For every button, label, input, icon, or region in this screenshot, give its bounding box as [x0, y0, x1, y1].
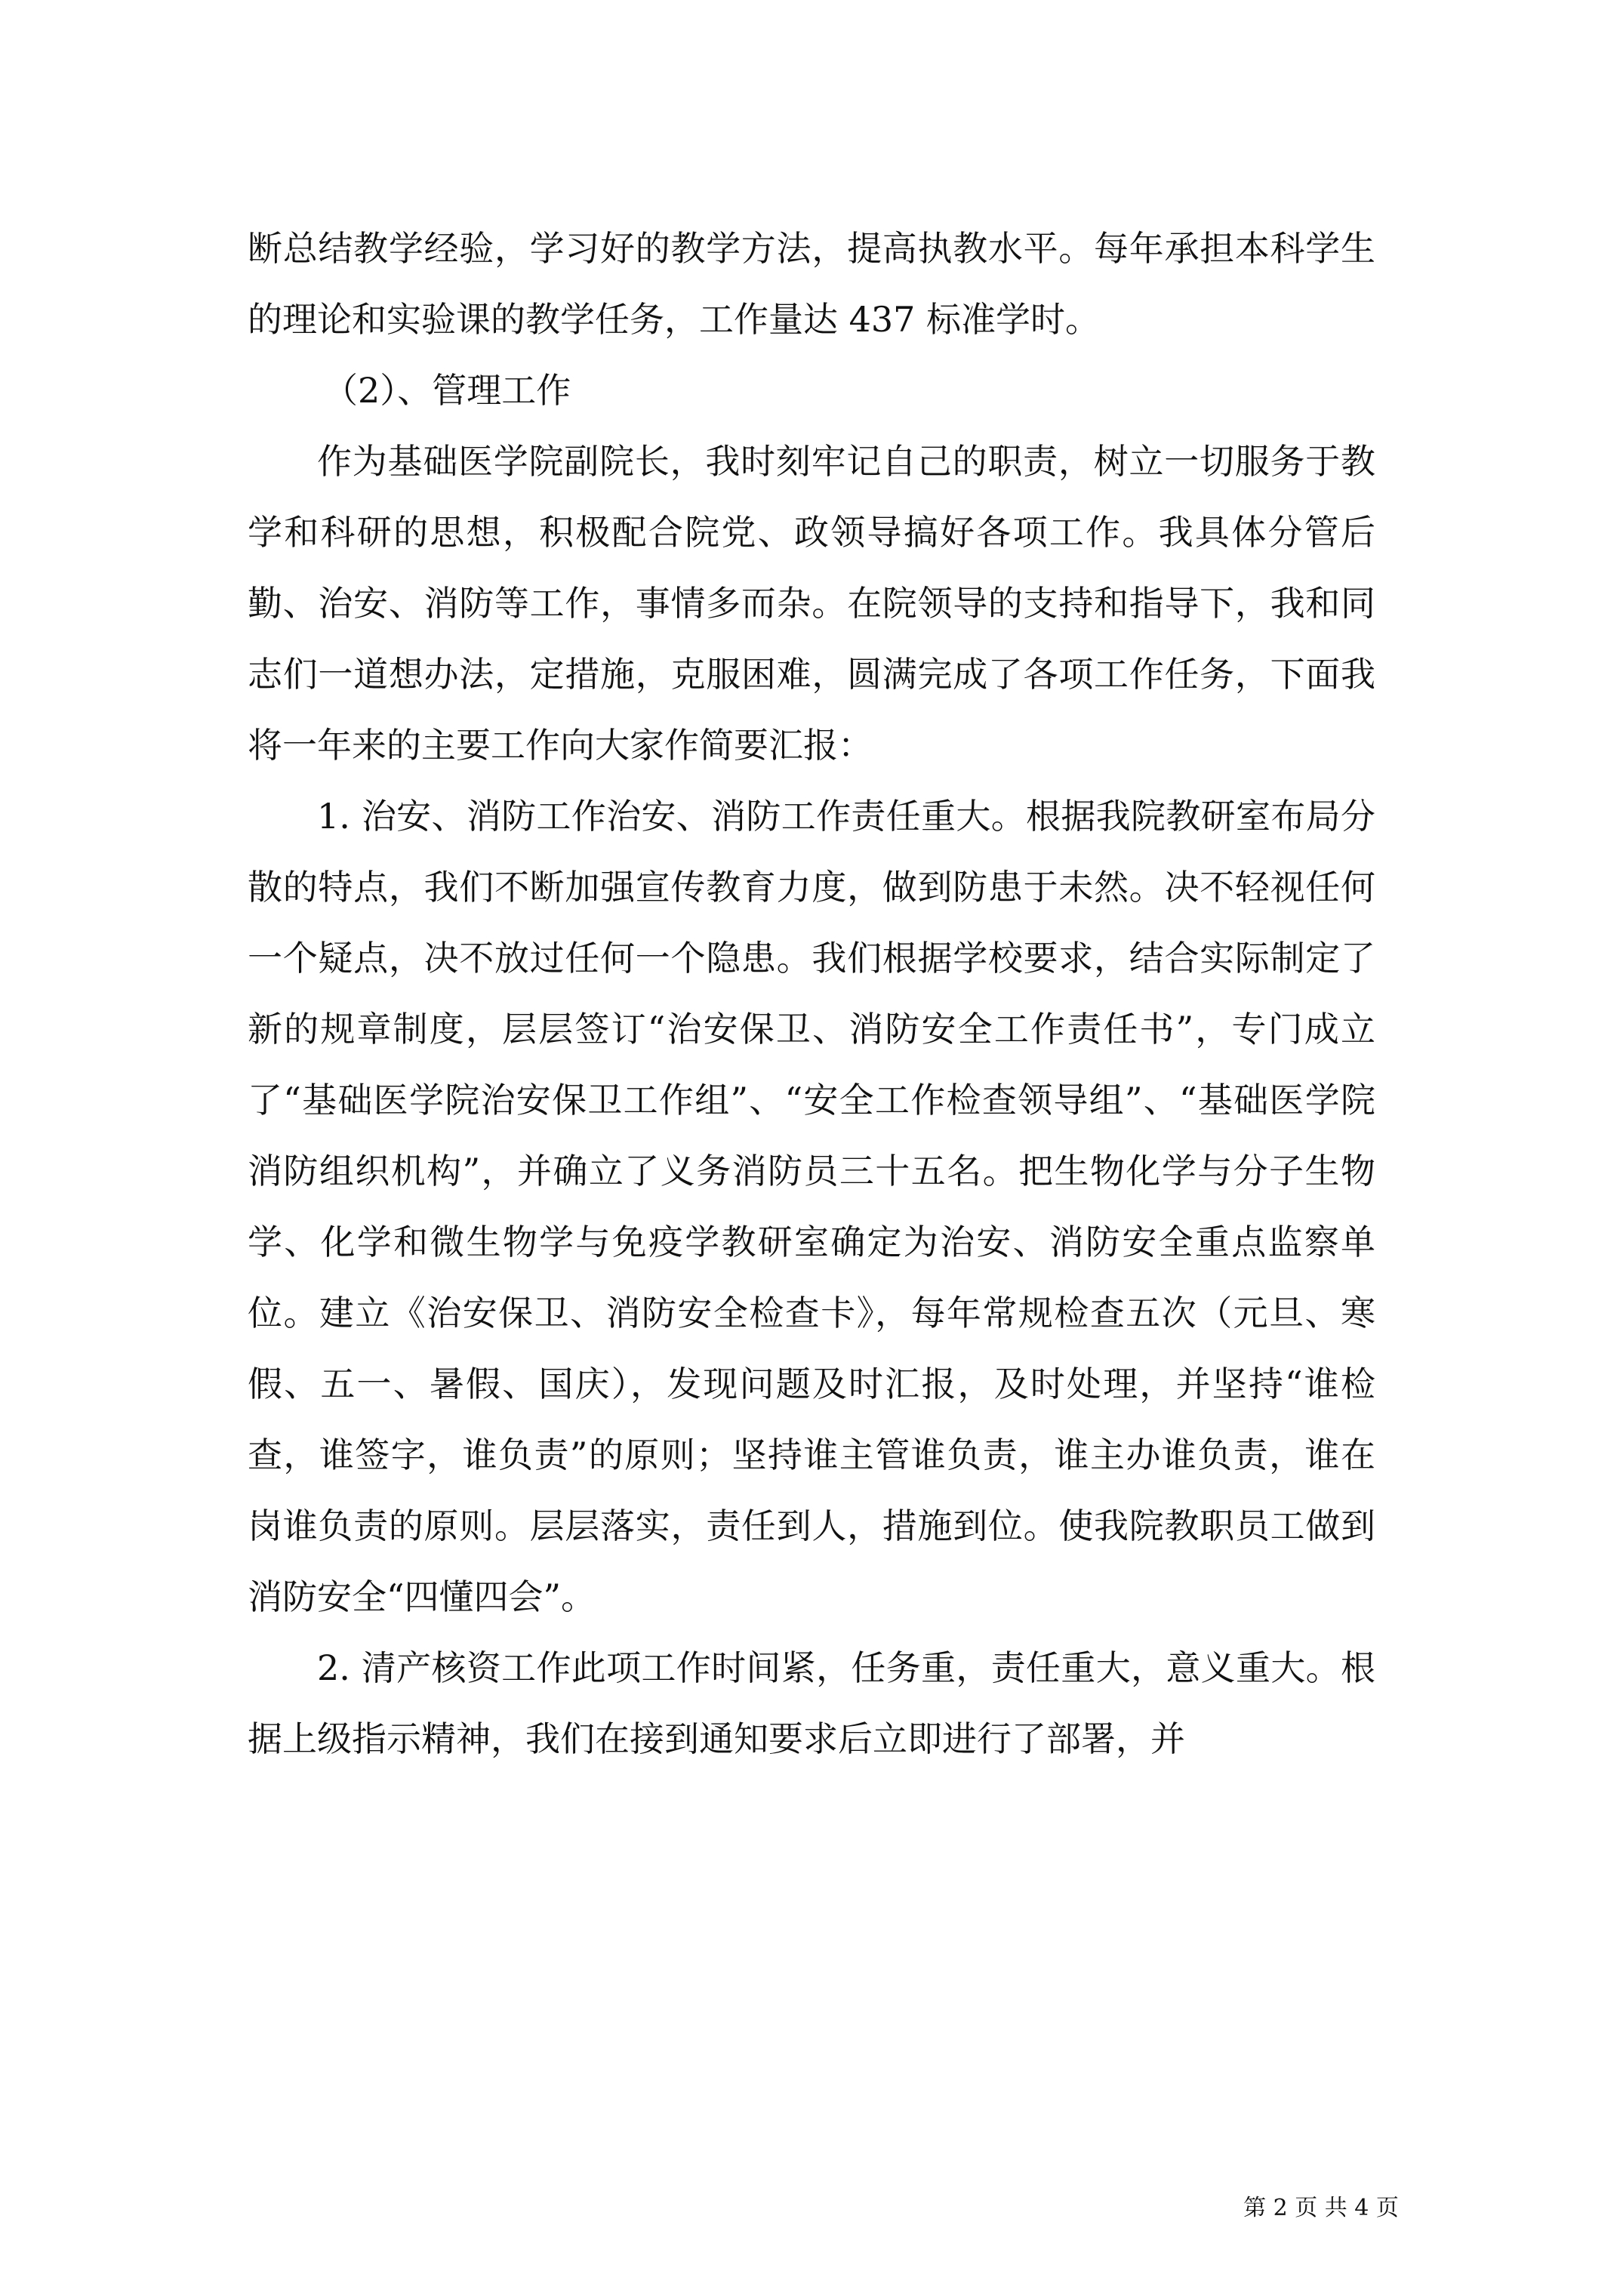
- paragraph-continuation: 断总结教学经验，学习好的教学方法，提高执教水平。每年承担本科学生的理论和实验课的教学任务，工作量达 437 标准学时。: [248, 228, 1375, 340]
- section-heading-management: （2）、管理工作: [323, 370, 571, 411]
- page-number: 第 2 页 共 4 页: [1243, 2195, 1399, 2221]
- paragraph-role-description: 作为基础医学院副院长，我时刻牢记自己的职责，树立一切服务于教学和科研的思想，积极配合院党、政领导搞好各项工作。我具体分管后勤、治安、消防等工作，事情多而杂。在院领导的支持和指导下，我和同志们一道想办法，定措施，克服困难，圆满完成了各项工作任务，下面我将一年来的主要工作向大家作简要汇报：: [248, 441, 1375, 766]
- paragraph-security-fire: 1. 治安、消防工作治安、消防工作责任重大。根据我院教研室布局分散的特点，我们不断加强宣传教育力度，做到防患于未然。决不轻视任何一个疑点，决不放过任何一个隐患。我们根据学校要求，结合实际制定了新的规章制度，层层签订“治安保卫、消防安全工作责任书”，专门成立了“基础医学院治安保卫工作组”、“安全工作检查领导组”、“基础医学院消防组织机构”，并确立了义务消防员三十五名。把生物化学与分子生物学、化学和微生物学与免疫学教研室确定为治安、消防安全重点监察单位。建立《治安保卫、消防安全检查卡》，每年常规检查五次（元旦、寒假、五一、暑假、国庆），发现问题及时汇报，及时处理，并坚持“谁检查，谁签字，谁负责”的原则；坚持谁主管谁负责，谁主办谁负责，谁在岗谁负责的原则。层层落实，责任到人，措施到位。使我院教职员工做到消防安全“四懂四会”。: [248, 796, 1375, 1617]
- page-footer: [0, 2193, 1623, 2224]
- document-body: [248, 213, 1375, 1774]
- paragraph-asset-check: 2. 清产核资工作此项工作时间紧，任务重，责任重大，意义重大。根据上级指示精神，我们在接到通知要求后立即进行了部署，并: [248, 1647, 1375, 1759]
